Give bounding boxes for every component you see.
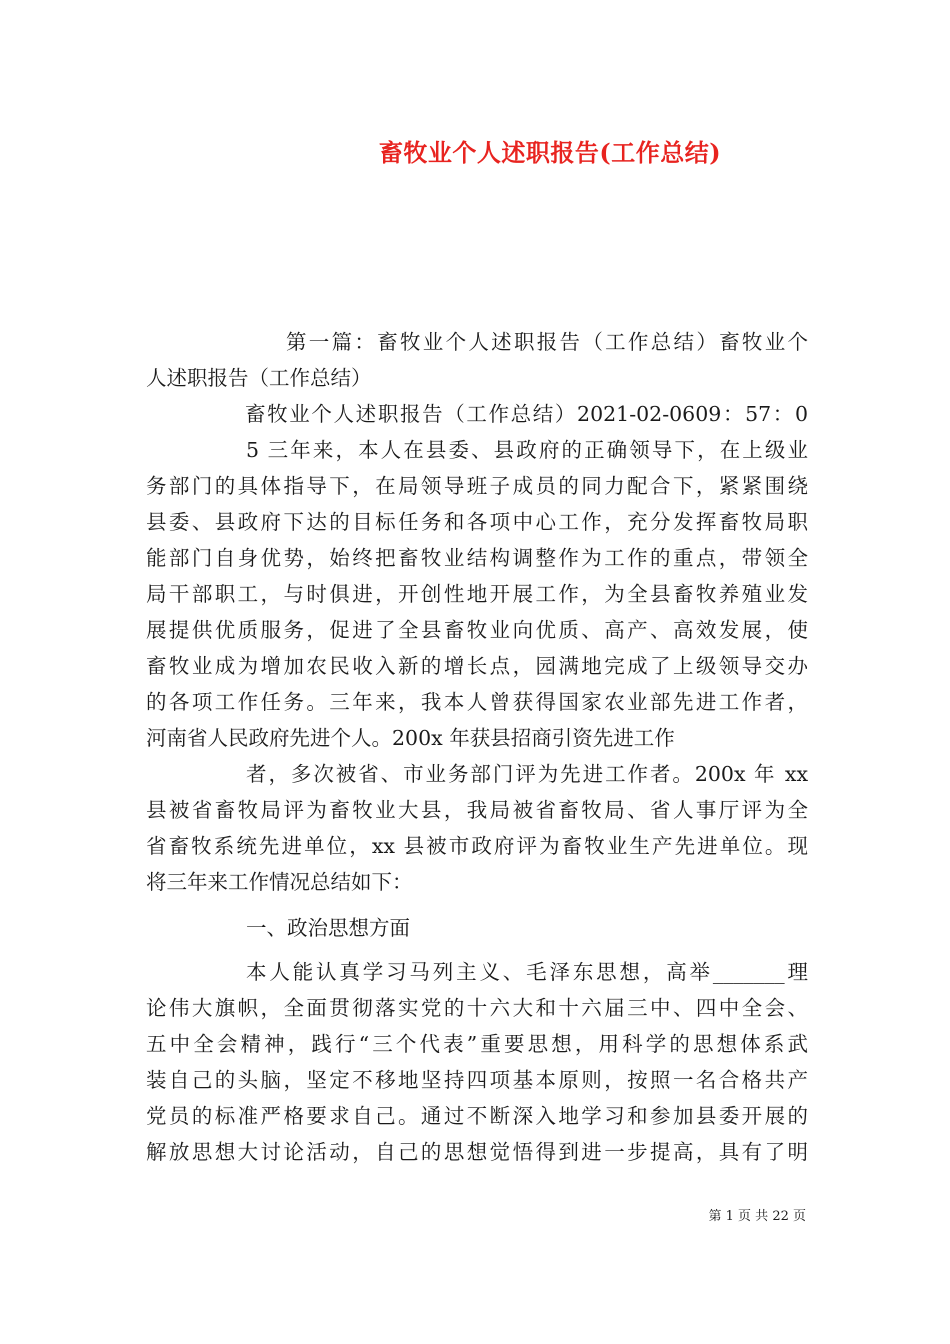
body-line-19: 论伟大旗帜，全面贯彻落实党的十六大和十六届三中、四中全会、 [146,996,808,1020]
body-line-6: 县委、县政府下达的目标任务和各项中心工作，充分发挥畜牧局职 [146,510,808,534]
body-line-11: 的各项工作任务。三年来，我本人曾获得国家农业部先进工作者， [146,690,808,714]
body-line-16: 将三年来工作情况总结如下： [146,870,413,894]
body-line-4: 5 三年来，本人在县委、县政府的正确领导下，在上级业 [246,438,808,462]
body-line-1: 第一篇：畜牧业个人述职报告（工作总结）畜牧业个 [286,330,808,354]
section-heading: 一、政治思想方面 [246,916,410,940]
body-line-21: 装自己的头脑，坚定不移地坚持四项基本原则，按照一名合格共产 [146,1068,808,1092]
body-line-2: 人述职报告（工作总结） [146,366,372,390]
body-line-22: 党员的标准严格要求自己。通过不断深入地学习和参加县委开展的 [146,1104,808,1128]
body-line-10: 畜牧业成为增加农民收入新的增长点，园满地完成了上级领导交办 [146,654,808,678]
body-line-9: 展提供优质服务，促进了全县畜牧业向优质、高产、高效发展，使 [146,618,808,642]
body-line-23: 解放思想大讨论活动，自己的思想觉悟得到进一步提高，具有了明 [146,1140,808,1164]
body-line-18: 本人能认真学习马列主义、毛泽东思想，高举_______理 [246,960,808,984]
body-line-20: 五中全会精神，践行“三个代表”重要思想，用科学的思想体系武 [146,1032,808,1056]
body-line-3: 畜牧业个人述职报告（工作总结）2021-02-0609：57：0 [245,402,808,426]
document-title: 畜牧业个人述职报告(工作总结) [378,138,722,167]
body-line-12: 河南省人民政府先进个人。200x 年获县招商引资先进工作 [146,726,675,750]
body-line-8: 局干部职工，与时俱进，开创性地开展工作，为全县畜牧养殖业发 [146,582,808,606]
body-line-15: 省畜牧系统先进单位，xx 县被市政府评为畜牧业生产先进单位。现 [146,834,808,858]
body-line-5: 务部门的具体指导下，在局领导班子成员的同力配合下，紧紧围绕 [146,474,808,498]
body-line-14: 县被省畜牧局评为畜牧业大县，我局被省畜牧局、省人事厅评为全 [146,798,808,822]
body-line-7: 能部门自身优势，始终把畜牧业结构调整作为工作的重点，带领全 [146,546,808,570]
page-number: 第 1 页 共 22 页 [708,1209,806,1224]
body-line-13: 者，多次被省、市业务部门评为先进工作者。200x 年 xx [246,762,808,786]
